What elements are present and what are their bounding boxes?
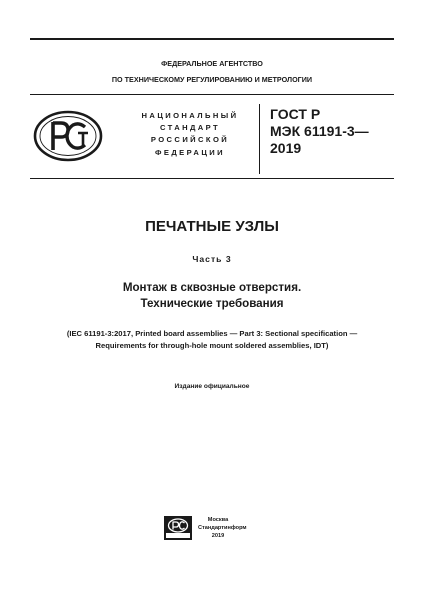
publisher-info: Москва Стандартинформ 2019 [198, 517, 247, 540]
official-edition-label: Издание официальное [174, 383, 250, 390]
standard-block-bottom-line [30, 178, 394, 179]
iec-reference: (IEC 61191-3:2017, Printed board assemblies — Part 3: Sectional specification — Requirements for through-hole mount soldered assemblies, IDT) [66, 329, 358, 350]
agency-name-line2: ПО ТЕХНИЧЕСКОМУ РЕГУЛИРОВАНИЮ И МЕТРОЛОГИИ [111, 75, 313, 84]
top-border-line [30, 38, 394, 40]
gost-emblem-icon [33, 110, 103, 162]
header-divider-line [30, 94, 394, 95]
standard-block-divider [259, 104, 260, 174]
document-subtitle: Монтаж в сквозные отверстия. Технические требования [122, 281, 302, 310]
standard-designation: ГОСТ Р МЭК 61191-3— 2019 [270, 106, 369, 156]
document-title: ПЕЧАТНЫЕ УЗЛЫ [145, 218, 279, 235]
standartinform-logo-icon [164, 516, 192, 540]
national-standard-label: НАЦИОНАЛЬНЫЙ СТАНДАРТ РОССИЙСКОЙ ФЕДЕРАЦИИ [141, 111, 239, 157]
agency-name-line1: ФЕДЕРАЛЬНОЕ АГЕНТСТВО [161, 59, 263, 68]
document-part: Часть 3 [192, 254, 232, 264]
